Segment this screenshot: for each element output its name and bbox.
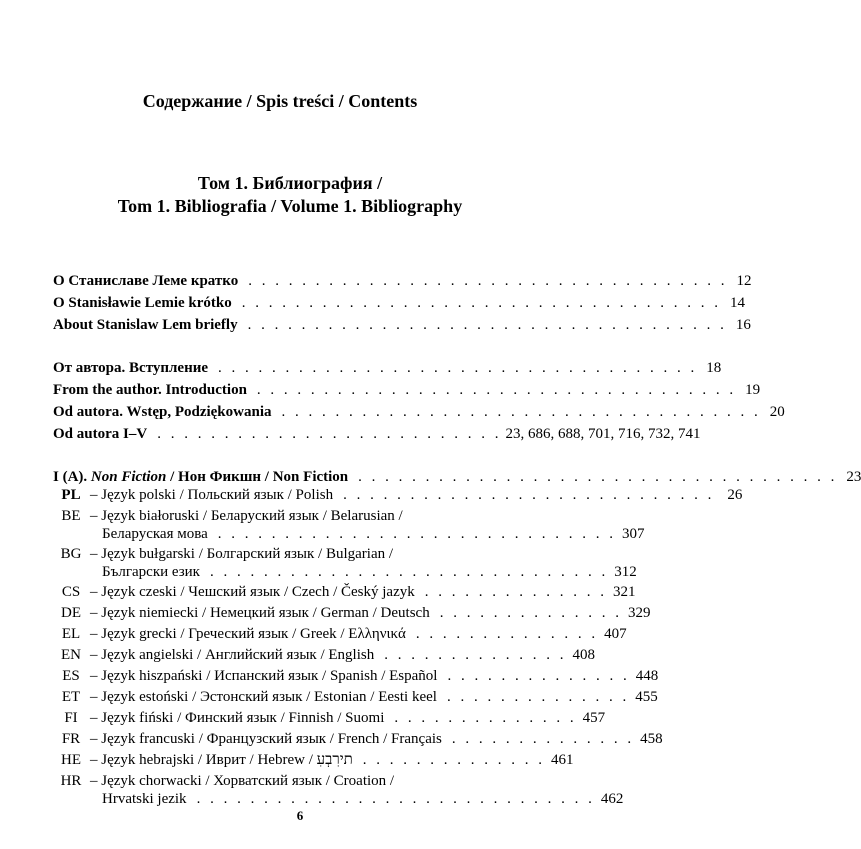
language-label: – Język hiszpański / Испанский язык / Spanish / Español — [90, 668, 438, 684]
toc-entry-page: 16 — [735, 317, 751, 333]
language-label: – Język angielski / Английский язык / English — [90, 647, 375, 663]
toc-entry[interactable] — [53, 399, 785, 421]
toc-leader-dots: . . . . . . . . . . . . . . . . . . . . . . . . . . . . — [343, 487, 715, 503]
language-code: FR — [61, 731, 81, 747]
language-code: BG — [60, 546, 82, 562]
toc-language-entry[interactable] — [53, 583, 636, 604]
toc-leader-dots: . . . . . . . . . . . . . . — [447, 668, 630, 684]
toc-leader-dots: . . . . . . . . . . . . . . — [415, 626, 599, 642]
toc-leader-dots: . . . . . . . . . . . . . . — [384, 647, 567, 663]
toc-entry-page: 312 — [614, 564, 637, 580]
toc-entry-page: 14 — [730, 295, 745, 311]
language-label-continued: Hrvatski jezik — [102, 791, 187, 807]
language-code: HR — [60, 773, 82, 789]
toc-entry-page: 457 — [582, 710, 606, 726]
toc-entry-label: O Stanisławie Lemie krótko — [53, 295, 232, 311]
language-code: EN — [61, 647, 81, 663]
language-label: – Język chorwacki / Хорватский язык / Croation / — [90, 773, 395, 789]
toc-entry[interactable] — [53, 290, 745, 312]
toc-entry-label: From the author. Introduction — [53, 382, 247, 398]
toc-leader-dots: . . . . . . . . . . . . . . . . . . . . . . . . . . . . . . — [196, 791, 595, 807]
language-label: – Język białoruski / Беларуский язык / Belarusian / — [90, 508, 403, 524]
toc-language-entry[interactable] — [53, 625, 627, 646]
toc-entry-label: About Stanislaw Lem briefly — [53, 317, 238, 333]
toc-entry-page: 462 — [600, 791, 624, 807]
toc-entry-page: 407 — [604, 626, 627, 642]
volume-title-line-1: Том 1. Библиография / — [197, 173, 383, 193]
page-number: 6 — [296, 808, 304, 823]
toc-leader-dots: . . . . . . . . . . . . . . . . . . . . . . . . . . . . . . . . . . . . — [358, 469, 838, 485]
toc-entry-page: 461 — [551, 752, 574, 768]
toc-language-entry[interactable] — [53, 751, 574, 772]
toc-entry-page: 23 — [846, 469, 861, 485]
language-label: – Język bułgarski / Болгарский язык / Bulgarian / — [90, 546, 394, 562]
toc-entry[interactable] — [53, 268, 752, 290]
toc-entry[interactable] — [53, 312, 751, 334]
toc-leader-dots: . . . . . . . . . . . . . . . . . . . . . . . . . . . . . . . . . . . . — [241, 295, 721, 311]
toc-leader-dots: . . . . . . . . . . . . . . . . . . . . . . . . . . — [157, 426, 502, 442]
language-label: – Język hebrajski / Иврит / Hebrew / תירִבְעִ — [90, 752, 353, 768]
language-label-continued: Беларуская мова — [102, 526, 208, 542]
language-code: PL — [61, 487, 81, 503]
language-label: – Język polski / Польский язык / Polish — [90, 487, 334, 503]
toc-language-entry[interactable] — [53, 730, 663, 751]
language-label: – Język niemiecki / Немецкий язык / German / Deutsch — [90, 605, 430, 621]
language-label: – Język estoński / Эстонский язык / Estonian / Eesti keel — [90, 689, 437, 705]
toc-leader-dots: . . . . . . . . . . . . . . — [424, 584, 607, 600]
toc-language-entry[interactable] — [53, 545, 637, 583]
language-code: HE — [61, 752, 81, 768]
toc-entry-page: 19 — [745, 382, 761, 398]
toc-entry-label: О Станиславе Леме кратко — [53, 273, 239, 289]
language-label-continued: Български език — [102, 564, 200, 580]
toc-entry-label: От автора. Вступление — [53, 360, 209, 376]
toc-leader-dots: . . . . . . . . . . . . . . . . . . . . . . . . . . . . . . — [217, 526, 617, 542]
toc-entry-page: 12 — [736, 273, 752, 289]
language-code: ES — [62, 668, 80, 684]
toc-entry-label: Od autora I–V — [53, 426, 148, 442]
language-label: – Język fiński / Финский язык / Finnish / Suomi — [90, 710, 385, 726]
language-label: – Język francuski / Французский язык / French / Français — [90, 731, 442, 747]
toc-entry[interactable] — [53, 421, 701, 443]
nonfiction-prefix: I (A). — [53, 469, 91, 485]
toc-entry-page: 20 — [769, 404, 785, 420]
toc-language-entry[interactable] — [53, 667, 659, 688]
toc-entry-page: 448 — [635, 668, 659, 684]
toc-entry-label: Od autora. Wstęp, Podziękowania — [53, 404, 272, 420]
toc-language-entry[interactable] — [53, 486, 743, 507]
language-code: ET — [61, 689, 81, 705]
toc-entry[interactable] — [53, 377, 761, 399]
toc-leader-dots: . . . . . . . . . . . . . . . . . . . . . . . . . . . . . . . . . . . . — [256, 382, 737, 398]
toc-entry-page: 321 — [613, 584, 636, 600]
toc-entry-page: 26 — [727, 487, 743, 503]
language-code: EL — [61, 626, 81, 642]
toc-leader-dots: . . . . . . . . . . . . . . — [394, 710, 577, 726]
toc-leader-dots: . . . . . . . . . . . . . . — [451, 731, 635, 747]
volume-title-line-2: Tom 1. Bibliografia / Volume 1. Bibliography — [117, 196, 463, 216]
language-code: BE — [61, 508, 81, 524]
language-code: FI — [64, 710, 78, 726]
toc-entry-page: 329 — [627, 605, 651, 621]
language-code: CS — [61, 584, 81, 600]
toc-entry-page: 23, 686, 688, 701, 716, 732, 741 — [505, 426, 701, 442]
toc-leader-dots: . . . . . . . . . . . . . . . . . . . . . . . . . . . . . . — [209, 564, 609, 580]
nonfiction-label — [53, 468, 348, 486]
toc-language-entry[interactable] — [53, 709, 606, 730]
toc-entry-page: 408 — [572, 647, 595, 663]
toc-section-nonfiction[interactable] — [53, 464, 861, 486]
nonfiction-italic: Non Fiction — [90, 469, 167, 485]
language-label: – Język czeski / Чешский язык / Czech / Český jazyk — [90, 584, 415, 600]
toc-leader-dots: . . . . . . . . . . . . . . — [439, 605, 622, 621]
toc-entry[interactable] — [53, 355, 722, 377]
page-title: Содержание / Spis treści / Contents — [142, 91, 418, 111]
toc-leader-dots: . . . . . . . . . . . . . . . . . . . . . . . . . . . . . . . . . . . . — [218, 360, 698, 376]
toc-entry-page: 18 — [706, 360, 722, 376]
toc-leader-dots: . . . . . . . . . . . . . . — [362, 752, 546, 768]
toc-language-entry[interactable] — [53, 646, 595, 667]
toc-leader-dots: . . . . . . . . . . . . . . . . . . . . . . . . . . . . . . . . . . . . — [281, 404, 761, 420]
toc-leader-dots: . . . . . . . . . . . . . . — [446, 689, 630, 705]
toc-entry-page: 458 — [640, 731, 663, 747]
language-label: – Język grecki / Греческий язык / Greek / Ελληνικά — [90, 626, 406, 642]
toc-language-entry[interactable] — [53, 772, 624, 810]
language-code: DE — [61, 605, 81, 621]
toc-leader-dots: . . . . . . . . . . . . . . . . . . . . . . . . . . . . . . . . . . . . — [248, 273, 728, 289]
toc-entry-page: 455 — [635, 689, 658, 705]
toc-language-entry[interactable] — [53, 604, 651, 625]
toc-language-entry[interactable] — [53, 507, 645, 545]
toc-entry-page: 307 — [622, 526, 645, 542]
toc-leader-dots: . . . . . . . . . . . . . . . . . . . . . . . . . . . . . . . . . . . . — [247, 317, 727, 333]
toc-language-entry[interactable] — [53, 688, 658, 709]
nonfiction-rest: / Нон Фикшн / Non Fiction — [166, 469, 349, 485]
